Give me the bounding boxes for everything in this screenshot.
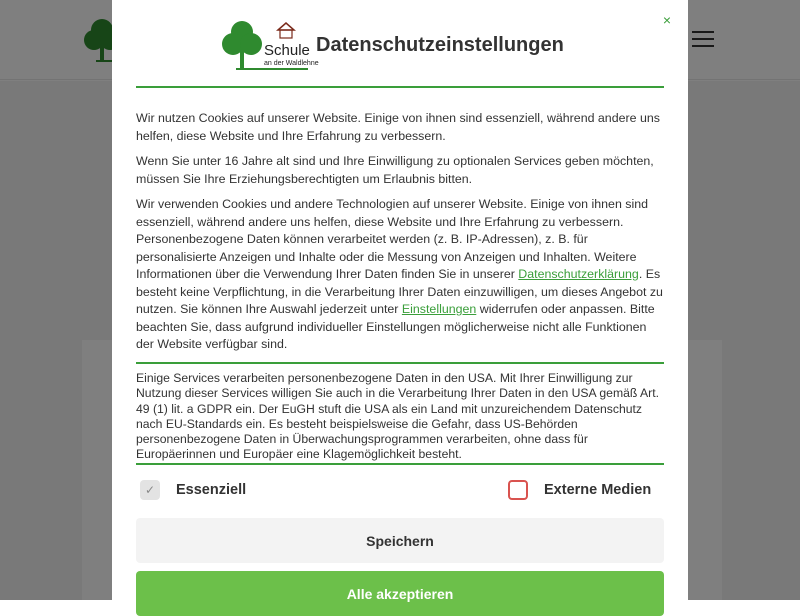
age-paragraph: Wenn Sie unter 16 Jahre alt sind und Ihre Einwilligung zu optionalen Services geben möchten, müssen Sie Ihre Erziehungsberechtigten um Erlaubnis bitten. bbox=[136, 154, 654, 186]
header-divider bbox=[136, 86, 664, 88]
consent-groups bbox=[136, 480, 664, 504]
close-icon[interactable]: × bbox=[662, 12, 672, 28]
usa-divider-top bbox=[136, 362, 664, 364]
checkbox-label-essenziell: Essenziell bbox=[176, 482, 247, 498]
details-paragraph: Wir verwenden Cookies und andere Technologien auf unserer Website. Einige von ihnen sind essenziell, während andere uns helfen, diese Website und Ihre Erfahrung zu verbessern. Personenbezogene Daten können verarbeitet werden (z. B. IP-Adressen), z. B. für personalisierte Anzeigen und Inhalte oder die Messung von Anzeigen und Inhalten. Weitere Informationen über die Verwendung Ihrer Daten finden Sie in unserer Datenschutzerklärung. Es besteht keine Verpflichtung, in die Verarbeitung Ihrer Daten einzuwilligen, um dieses Angebot zu nutzen. Sie können Ihre Auswahl jederzeit unter Einstellungen widerrufen oder anpassen. Bitte beachten Sie, dass aufgrund individueller Einstellungen möglicherweise nicht alle Funktionen der Website verfügbar sind. bbox=[136, 197, 663, 351]
checkbox-essenziell[interactable] bbox=[140, 480, 246, 500]
school-logo-icon bbox=[220, 18, 319, 72]
save-button[interactable]: Speichern bbox=[136, 518, 664, 563]
consent-text bbox=[136, 110, 664, 362]
accept-all-button[interactable]: Alle akzeptieren bbox=[136, 571, 664, 616]
intro-paragraph: Wir nutzen Cookies auf unserer Website. Einige von ihnen sind essenziell, während andere uns helfen, diese Website und Ihre Erfahrung zu verbessern. bbox=[136, 111, 660, 143]
modal-header bbox=[220, 18, 564, 72]
usa-divider-bottom bbox=[136, 463, 664, 465]
checkmark-icon[interactable]: ✓ bbox=[140, 480, 160, 500]
privacy-policy-link[interactable]: Datenschutzerklärung bbox=[518, 267, 639, 281]
usa-notice: Einige Services verarbeiten personenbezogene Daten in den USA. Mit Ihrer Einwilligung zur Nutzung dieser Services willigen Sie auch in die Verarbeitung Ihrer Daten in den USA gemäß Art. 49 (1) lit. a GDPR ein. Der EuGH stuft die USA als ein Land mit unzureichendem Datenschutz nach EU-Standards ein. Es besteht beispielsweise die Gefahr, dass US-Behörden personenbezogene Daten in Überwachungsprogrammen verarbeiten, ohne dass für Europäerinnen und Europäer eine Klagemöglichkeit besteht. bbox=[136, 371, 659, 462]
logo-text-sub: an der Waldlehne bbox=[264, 60, 319, 67]
checkbox-label-externe-medien: Externe Medien bbox=[544, 482, 652, 498]
logo-text-main: Schule bbox=[264, 42, 310, 59]
checkbox-externe-medien[interactable] bbox=[508, 480, 651, 500]
privacy-settings-modal bbox=[112, 0, 688, 600]
modal-title: Datenschutzeinstellungen bbox=[316, 33, 564, 56]
checkbox-box-icon[interactable] bbox=[508, 480, 528, 500]
settings-link[interactable]: Einstellungen bbox=[401, 302, 477, 316]
